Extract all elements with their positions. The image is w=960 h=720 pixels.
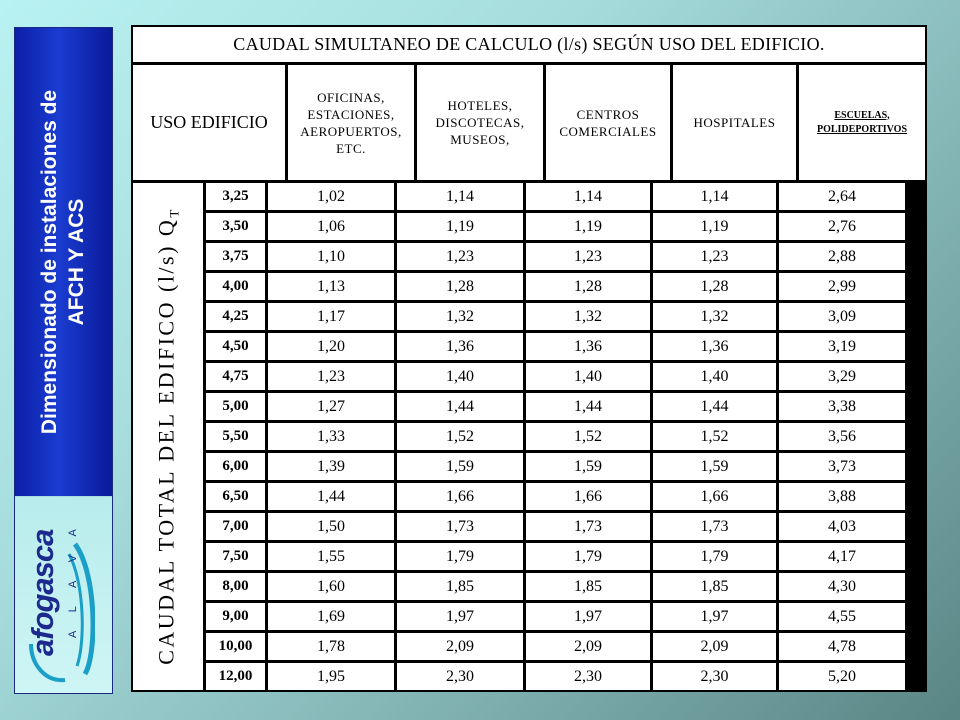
flow-value-cell: 2,09 bbox=[653, 633, 776, 660]
flow-value-cell: 1,28 bbox=[526, 273, 650, 300]
flow-value-cell: 1,17 bbox=[268, 303, 394, 330]
flow-value-cell: 1,97 bbox=[526, 603, 650, 630]
logo-area bbox=[15, 497, 112, 693]
flow-value-cell: 2,30 bbox=[397, 663, 523, 690]
flow-value-cell: 1,69 bbox=[268, 603, 394, 630]
uso-edificio-header bbox=[133, 65, 285, 180]
flow-value-cell: 2,09 bbox=[526, 633, 650, 660]
flow-value-cell: 1,19 bbox=[526, 213, 650, 240]
flow-value-cell: 1,97 bbox=[397, 603, 523, 630]
flow-table bbox=[131, 25, 927, 692]
column-header-hospitales bbox=[673, 65, 796, 180]
flow-value-cell: 1,85 bbox=[653, 573, 776, 600]
flow-value-cell: 1,79 bbox=[653, 543, 776, 570]
flow-value-cell: 1,73 bbox=[397, 513, 523, 540]
flow-value-cell: 1,40 bbox=[397, 363, 523, 390]
flow-value-cell: 1,14 bbox=[526, 183, 650, 210]
flow-value-cell: 1,95 bbox=[268, 663, 394, 690]
flow-value-cell: 1,66 bbox=[397, 483, 523, 510]
column-header-label: ESCUELAS, POLIDEPORTIVOS bbox=[816, 109, 908, 135]
column-header-label: HOSPITALES bbox=[693, 115, 776, 130]
qt-value-cell: 3,25 bbox=[206, 183, 265, 210]
flow-value-cell: 1,36 bbox=[526, 333, 650, 360]
flow-value-cell: 1,44 bbox=[653, 393, 776, 420]
flow-value-cell: 1,50 bbox=[268, 513, 394, 540]
sidebar-title-line2: AFCH Y ACS bbox=[65, 198, 88, 326]
qt-value-cell: 8,00 bbox=[206, 573, 265, 600]
row-axis-text: CAUDAL TOTAL DEL EDIFICO (l/s) Q bbox=[153, 217, 179, 665]
flow-value-cell: 1,59 bbox=[653, 453, 776, 480]
qt-value-cell: 6,50 bbox=[206, 483, 265, 510]
flow-value-cell: 1,06 bbox=[268, 213, 394, 240]
flow-value-cell: 1,13 bbox=[268, 273, 394, 300]
flow-value-cell: 1,59 bbox=[397, 453, 523, 480]
flow-value-cell: 3,73 bbox=[779, 453, 905, 480]
flow-value-cell: 1,78 bbox=[268, 633, 394, 660]
flow-value-cell: 2,30 bbox=[653, 663, 776, 690]
qt-value-cell: 3,50 bbox=[206, 213, 265, 240]
flow-value-cell: 1,85 bbox=[397, 573, 523, 600]
sidebar-title bbox=[36, 32, 90, 492]
column-header-label: HOTELES, DISCOTECAS, MUSEOS, bbox=[435, 98, 525, 147]
qt-value-cell: 9,00 bbox=[206, 603, 265, 630]
flow-value-cell: 1,97 bbox=[653, 603, 776, 630]
qt-value-cell: 10,00 bbox=[206, 633, 265, 660]
logo-region: A L A V A bbox=[67, 521, 79, 638]
column-header-escuelas bbox=[799, 65, 925, 180]
qt-value-cell: 5,00 bbox=[206, 393, 265, 420]
flow-value-cell: 4,30 bbox=[779, 573, 905, 600]
flow-value-cell: 1,20 bbox=[268, 333, 394, 360]
flow-value-cell: 1,02 bbox=[268, 183, 394, 210]
flow-value-cell: 1,28 bbox=[397, 273, 523, 300]
qt-value-cell: 7,50 bbox=[206, 543, 265, 570]
flow-value-cell: 1,36 bbox=[653, 333, 776, 360]
flow-value-cell: 1,40 bbox=[526, 363, 650, 390]
flow-value-cell: 1,32 bbox=[397, 303, 523, 330]
sidebar-title-line1: Dimensionado de instalaciones de bbox=[38, 89, 61, 435]
row-axis-subscript: T bbox=[166, 207, 182, 218]
flow-value-cell: 1,36 bbox=[397, 333, 523, 360]
column-header-oficinas bbox=[288, 65, 414, 180]
flow-value-cell: 1,40 bbox=[653, 363, 776, 390]
row-axis-cell bbox=[133, 183, 203, 690]
flow-value-cell: 1,66 bbox=[526, 483, 650, 510]
flow-value-cell: 1,14 bbox=[653, 183, 776, 210]
flow-value-cell: 1,66 bbox=[653, 483, 776, 510]
flow-value-cell: 5,20 bbox=[779, 663, 905, 690]
flow-value-cell: 2,30 bbox=[526, 663, 650, 690]
flow-value-cell: 1,44 bbox=[526, 393, 650, 420]
flow-value-cell: 2,88 bbox=[779, 243, 905, 270]
flow-value-cell: 1,73 bbox=[526, 513, 650, 540]
flow-value-cell: 1,85 bbox=[526, 573, 650, 600]
flow-value-cell: 1,14 bbox=[397, 183, 523, 210]
flow-value-cell: 1,19 bbox=[653, 213, 776, 240]
uso-edificio-label: USO EDIFICIO bbox=[150, 112, 268, 132]
flow-value-cell: 1,27 bbox=[268, 393, 394, 420]
flow-value-cell: 1,44 bbox=[268, 483, 394, 510]
flow-value-cell: 1,28 bbox=[653, 273, 776, 300]
logo-wordmark: afogasca bbox=[25, 529, 60, 656]
flow-value-cell: 1,52 bbox=[653, 423, 776, 450]
flow-value-cell: 3,56 bbox=[779, 423, 905, 450]
flow-value-cell: 1,23 bbox=[526, 243, 650, 270]
flow-value-cell: 2,64 bbox=[779, 183, 905, 210]
column-header-label: CENTROS COMERCIALES bbox=[559, 106, 657, 139]
flow-value-cell: 1,39 bbox=[268, 453, 394, 480]
row-axis-label bbox=[153, 186, 182, 686]
flow-value-cell: 1,79 bbox=[397, 543, 523, 570]
flow-value-cell: 1,33 bbox=[268, 423, 394, 450]
flow-value-cell: 1,19 bbox=[397, 213, 523, 240]
flow-value-cell: 1,10 bbox=[268, 243, 394, 270]
flow-value-cell: 3,19 bbox=[779, 333, 905, 360]
flow-value-cell: 2,99 bbox=[779, 273, 905, 300]
flow-value-cell: 1,52 bbox=[397, 423, 523, 450]
flow-value-cell: 1,60 bbox=[268, 573, 394, 600]
column-header-label: OFICINAS, ESTACIONES, AEROPUERTOS, ETC. bbox=[300, 89, 402, 156]
flow-value-cell: 3,29 bbox=[779, 363, 905, 390]
flow-value-cell: 3,88 bbox=[779, 483, 905, 510]
flow-value-cell: 1,32 bbox=[653, 303, 776, 330]
afogasca-logo bbox=[23, 502, 103, 682]
table-body bbox=[206, 183, 925, 690]
flow-value-cell: 1,23 bbox=[397, 243, 523, 270]
qt-value-cell: 4,75 bbox=[206, 363, 265, 390]
qt-value-cell: 5,50 bbox=[206, 423, 265, 450]
flow-value-cell: 3,09 bbox=[779, 303, 905, 330]
column-header-centros bbox=[546, 65, 670, 180]
qt-value-cell: 12,00 bbox=[206, 663, 265, 690]
flow-value-cell: 4,55 bbox=[779, 603, 905, 630]
qt-value-cell: 3,75 bbox=[206, 243, 265, 270]
sidebar-panel bbox=[14, 27, 113, 694]
qt-value-cell: 7,00 bbox=[206, 513, 265, 540]
flow-value-cell: 2,76 bbox=[779, 213, 905, 240]
flow-value-cell: 1,23 bbox=[653, 243, 776, 270]
flow-value-cell: 1,44 bbox=[397, 393, 523, 420]
sidebar-title-band bbox=[15, 28, 112, 496]
qt-value-cell: 4,25 bbox=[206, 303, 265, 330]
flow-value-cell: 4,78 bbox=[779, 633, 905, 660]
flow-value-cell: 1,23 bbox=[268, 363, 394, 390]
flow-value-cell: 1,73 bbox=[653, 513, 776, 540]
table-title: CAUDAL SIMULTANEO DE CALCULO (l/s) SEGÚN USO DEL EDIFICIO. bbox=[133, 27, 925, 65]
flow-value-cell: 1,52 bbox=[526, 423, 650, 450]
qt-value-cell: 4,50 bbox=[206, 333, 265, 360]
column-header-hoteles bbox=[417, 65, 543, 180]
flow-value-cell: 1,32 bbox=[526, 303, 650, 330]
flow-value-cell: 2,09 bbox=[397, 633, 523, 660]
flow-value-cell: 1,59 bbox=[526, 453, 650, 480]
qt-value-cell: 6,00 bbox=[206, 453, 265, 480]
flow-value-cell: 3,38 bbox=[779, 393, 905, 420]
flow-value-cell: 1,79 bbox=[526, 543, 650, 570]
flow-value-cell: 4,17 bbox=[779, 543, 905, 570]
qt-value-cell: 4,00 bbox=[206, 273, 265, 300]
flow-value-cell: 1,55 bbox=[268, 543, 394, 570]
flow-value-cell: 4,03 bbox=[779, 513, 905, 540]
